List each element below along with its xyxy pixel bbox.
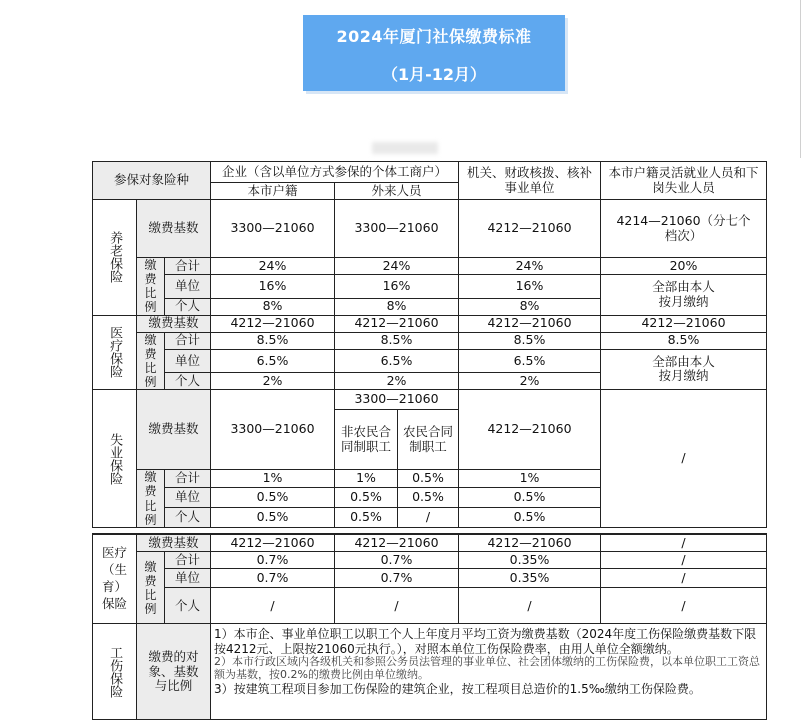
gov-header: 机关、财政核拨、核补事业单位	[459, 162, 601, 200]
unemployment-flex: /	[601, 390, 767, 528]
unemployment-base-gov: 4212—21060	[459, 390, 601, 470]
medical-base-local: 4212—21060	[211, 315, 335, 332]
pension-personal-label: 个人	[165, 298, 211, 315]
unemployment-base-local: 3300—21060	[211, 390, 335, 470]
medical-total-flex: 8.5%	[601, 332, 767, 349]
banner-title: 2024年厦门社保缴费标准	[336, 27, 532, 46]
injury-name: 工伤保险	[93, 624, 137, 720]
unemployment-unit-farm: 0.5%	[398, 488, 459, 508]
maternity-unit-label: 单位	[165, 569, 211, 588]
maternity-base-flex: /	[601, 534, 767, 552]
maternity-base-local: 4212—21060	[211, 534, 335, 552]
maternity-personal-flex: /	[601, 588, 767, 624]
maternity-personal-gov: /	[459, 588, 601, 624]
maternity-name: 医疗（生育）保险	[93, 534, 137, 624]
pension-unit-nonlocal: 16%	[335, 275, 459, 299]
injury-notes	[211, 624, 767, 720]
medical-base-label: 缴费基数	[137, 315, 211, 332]
unemployment-total-label: 合计	[165, 470, 211, 488]
medical-base-gov: 4212—21060	[459, 315, 601, 332]
maternity-unit-local: 0.7%	[211, 569, 335, 588]
unemployment-base-nonlocal: 3300—21060	[335, 390, 459, 410]
pension-total-gov: 24%	[459, 258, 601, 275]
maternity-base-label: 缴费基数	[137, 534, 211, 552]
medical-base-nonlocal: 4212—21060	[335, 315, 459, 332]
unemployment-farm-header: 农民合同制职工	[398, 410, 459, 470]
medical-personal-local: 2%	[211, 373, 335, 390]
medical-name: 医疗保险	[93, 315, 137, 390]
unemployment-personal-local: 0.5%	[211, 507, 335, 527]
unemployment-unit-nonfarm: 0.5%	[335, 488, 398, 508]
maternity-total-local: 0.7%	[211, 552, 335, 569]
unemployment-personal-farm: /	[398, 507, 459, 527]
medical-total-local: 8.5%	[211, 332, 335, 349]
maternity-unit-nonlocal: 0.7%	[335, 569, 459, 588]
medical-unit-local: 6.5%	[211, 349, 335, 373]
pension-unit-gov: 16%	[459, 275, 601, 299]
unemployment-ratio-label: 缴费比例	[137, 470, 165, 528]
pension-personal-local: 8%	[211, 298, 335, 315]
medical-ratio-label: 缴费比例	[137, 332, 165, 390]
maternity-personal-label: 个人	[165, 588, 211, 624]
title-banner	[303, 15, 565, 91]
maternity-personal-local: /	[211, 588, 335, 624]
pension-total-local: 24%	[211, 258, 335, 275]
unemployment-personal-gov: 0.5%	[459, 507, 601, 527]
unemployment-total-gov: 1%	[459, 470, 601, 488]
medical-unit-label: 单位	[165, 349, 211, 373]
local-header: 本市户籍	[211, 183, 335, 200]
category-header: 参保对象险种	[93, 162, 211, 200]
maternity-personal-nonlocal: /	[335, 588, 459, 624]
pension-total-label: 合计	[165, 258, 211, 275]
pension-flex-note: 全部由本人按月缴纳	[601, 275, 767, 316]
unemployment-personal-nonfarm: 0.5%	[335, 507, 398, 527]
pension-base-label: 缴费基数	[137, 200, 211, 258]
maternity-total-nonlocal: 0.7%	[335, 552, 459, 569]
injury-note-2: 2）本市行政区域内各级机关和参照公务员法管理的事业单位、社会团体缴纳的工伤保险费，以本单位职工工资总额为基数，按0.2%的缴费比例由单位缴纳。	[214, 654, 760, 681]
medical-unit-gov: 6.5%	[459, 349, 601, 373]
enterprise-header: 企业（含以单位方式参保的个体工商户）	[211, 162, 459, 183]
injury-label: 缴费的对象、基数与比例	[137, 624, 211, 720]
maternity-unit-flex: /	[601, 569, 767, 588]
injury-note-3: 3）按建筑工程项目参加工伤保险的建筑企业，按工程项目总造价的1.5‰缴纳工伤保险费。	[214, 681, 701, 696]
social-insurance-table	[92, 161, 767, 720]
maternity-total-flex: /	[601, 552, 767, 569]
medical-personal-label: 个人	[165, 373, 211, 390]
unemployment-personal-label: 个人	[165, 507, 211, 527]
medical-personal-gov: 2%	[459, 373, 601, 390]
unemployment-nonfarm-header: 非农民合同制职工	[335, 410, 398, 470]
pension-base-local: 3300—21060	[211, 200, 335, 258]
maternity-ratio-label: 缴费比例	[137, 552, 165, 624]
pension-personal-gov: 8%	[459, 298, 601, 315]
injury-note-1: 1）本市企、事业单位职工以职工个人上年度月平均工资为缴费基数（2024年度工伤保险缴费基数下限按4212元、上限按21060元执行。），对照本单位工伤保险费率，由用人单位全额缴纳。	[214, 627, 757, 656]
maternity-total-gov: 0.35%	[459, 552, 601, 569]
pension-base-gov: 4212—21060	[459, 200, 601, 258]
unemployment-total-local: 1%	[211, 470, 335, 488]
unemployment-base-label: 缴费基数	[137, 390, 211, 470]
unemployment-total-nonfarm: 1%	[335, 470, 398, 488]
pension-total-nonlocal: 24%	[335, 258, 459, 275]
maternity-base-nonlocal: 4212—21060	[335, 534, 459, 552]
medical-flex-note: 全部由本人按月缴纳	[601, 349, 767, 390]
medical-base-flex: 4212—21060	[601, 315, 767, 332]
medical-total-gov: 8.5%	[459, 332, 601, 349]
pension-name: 养老保险	[93, 200, 137, 316]
maternity-total-label: 合计	[165, 552, 211, 569]
unemployment-total-farm: 0.5%	[398, 470, 459, 488]
unemployment-name: 失业保险	[93, 390, 137, 528]
unemployment-unit-local: 0.5%	[211, 488, 335, 508]
edge-line	[800, 0, 801, 158]
medical-total-label: 合计	[165, 332, 211, 349]
maternity-unit-gov: 0.35%	[459, 569, 601, 588]
medical-total-nonlocal: 8.5%	[335, 332, 459, 349]
medical-personal-nonlocal: 2%	[335, 373, 459, 390]
pension-base-flex: 4214—21060（分七个档次）	[601, 200, 767, 258]
maternity-base-gov: 4212—21060	[459, 534, 601, 552]
banner-subtitle: （1月-12月）	[381, 65, 487, 84]
pension-base-nonlocal: 3300—21060	[335, 200, 459, 258]
blurred-text	[372, 142, 438, 154]
pension-unit-local: 16%	[211, 275, 335, 299]
medical-unit-nonlocal: 6.5%	[335, 349, 459, 373]
pension-ratio-label: 缴费比例	[137, 258, 165, 316]
pension-unit-label: 单位	[165, 275, 211, 299]
pension-total-flex: 20%	[601, 258, 767, 275]
unemployment-unit-gov: 0.5%	[459, 488, 601, 508]
nonlocal-header: 外来人员	[335, 183, 459, 200]
unemployment-unit-label: 单位	[165, 488, 211, 508]
flex-header: 本市户籍灵活就业人员和下岗失业人员	[601, 162, 767, 200]
pension-personal-nonlocal: 8%	[335, 298, 459, 315]
